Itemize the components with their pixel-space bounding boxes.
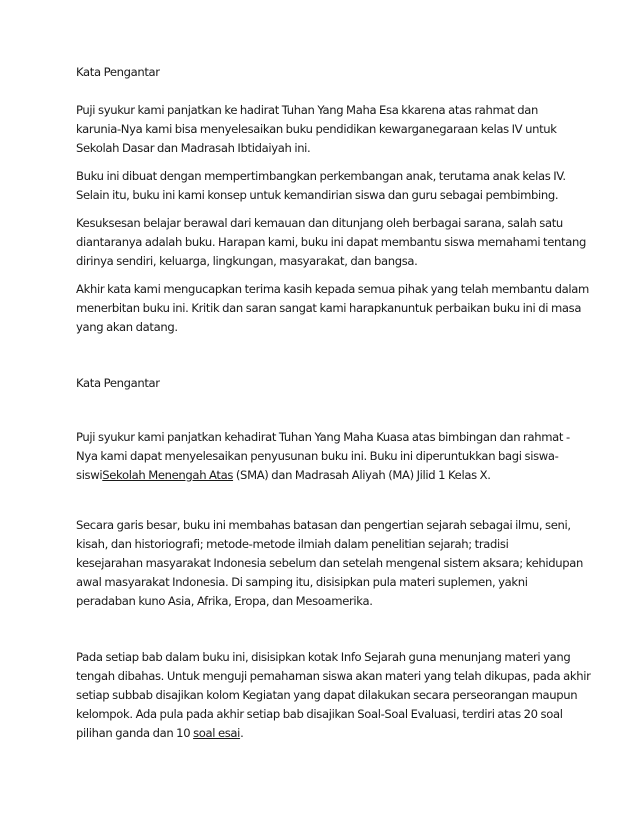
text-line: setiap subbab disajikan kolom Kegiatan yang dapat dilakukan secara perseorangan maupun: [76, 688, 578, 702]
sekolah-menengah-atas-link[interactable]: Sekolah Menengah Atas: [102, 468, 234, 482]
text-line: Sekolah Dasar dan Madrasah Ibtidaiyah ini.: [76, 141, 311, 155]
section2-paragraph-2: [76, 516, 584, 611]
section1-paragraph-4: [76, 280, 589, 337]
text-line: dirinya sendiri, keluarga, lingkungan, masyarakat, dan bangsa.: [76, 254, 418, 268]
text-line: peradaban kuno Asia, Afrika, Eropa, dan Mesoamerika.: [76, 594, 373, 608]
text-line: karunia-Nya kami bisa menyelesaikan buku pendidikan kewarganegaraan kelas IV untuk: [76, 122, 557, 136]
text-fragment: siswi: [76, 468, 103, 482]
text-line: Puji syukur kami panjatkan kehadirat Tuhan Yang Maha Kuasa atas bimbingan dan rahmat -: [76, 430, 570, 444]
text-line: menerbitan buku ini. Kritik dan saran sangat kami harapkanuntuk perbaikan buku ini di masa: [76, 301, 582, 315]
text-line: Pada setiap bab dalam buku ini, disisipkan kotak Info Sejarah guna menunjang materi yang: [76, 650, 571, 664]
text-line: yang akan datang.: [76, 320, 178, 334]
section1-paragraph-2: [76, 167, 566, 205]
text-line: kesejarahan masyarakat Indonesia sebelum dan setelah mengenal sistem aksara; kehidupan: [76, 556, 584, 570]
section1-title: [76, 63, 566, 82]
text-line: diantaranya adalah buku. Harapan kami, buku ini dapat membantu siswa memahami tentang: [76, 235, 586, 249]
text-line: Secara garis besar, buku ini membahas batasan dan pengertian sejarah sebagai ilmu, seni,: [76, 518, 571, 532]
text-line: Nya kami dapat menyelesaikan penyusunan buku ini. Buku ini diperuntukkan bagi siswa-: [76, 449, 559, 463]
heading-kata-pengantar-2: Kata Pengantar: [76, 376, 160, 390]
text-line: kisah, dan historiografi; metode-metode ilmiah dalam penelitian sejarah; tradisi: [76, 537, 509, 551]
section1-paragraph-1: [76, 101, 566, 158]
text-line: Puji syukur kami panjatkan ke hadirat Tuhan Yang Maha Esa kkarena atas rahmat dan: [76, 103, 539, 117]
text-line: [76, 466, 566, 485]
text-line: Buku ini dibuat dengan mempertimbangkan perkembangan anak, terutama anak kelas IV.: [76, 169, 566, 183]
text-line: Akhir kata kami mengucapkan terima kasih kepada semua pihak yang telah membantu dalam: [76, 282, 589, 296]
text-line: [76, 724, 566, 743]
section2-title: [76, 374, 566, 393]
text-line: Kesuksesan belajar berawal dari kemauan dan ditunjang oleh berbagai sarana, salah satu: [76, 216, 563, 230]
heading-kata-pengantar-1: Kata Pengantar: [76, 65, 160, 79]
soal-esai-link[interactable]: soal esai: [193, 726, 241, 740]
section2-paragraph-3: [76, 648, 591, 743]
section1-paragraph-3: [76, 214, 586, 271]
text-line: awal masyarakat Indonesia. Di samping itu, disisipkan pula materi suplemen, yakni: [76, 575, 528, 589]
text-line: kelompok. Ada pula pada akhir setiap bab disajikan Soal-Soal Evaluasi, terdiri atas 20 soal: [76, 707, 563, 721]
text-line: Selain itu, buku ini kami konsep untuk kemandirian siswa dan guru sebagai pembimbing.: [76, 188, 559, 202]
text-line: tengah dibahas. Untuk menguji pemahaman siswa akan materi yang telah dikupas, pada akhir: [76, 669, 591, 683]
text-fragment: pilihan ganda dan 10: [76, 726, 194, 740]
text-fragment: (SMA) dan Madrasah Aliyah (MA) Jilid 1 Kelas X.: [233, 468, 491, 482]
text-fragment: .: [240, 726, 244, 740]
section2-paragraph-1: [76, 428, 570, 485]
